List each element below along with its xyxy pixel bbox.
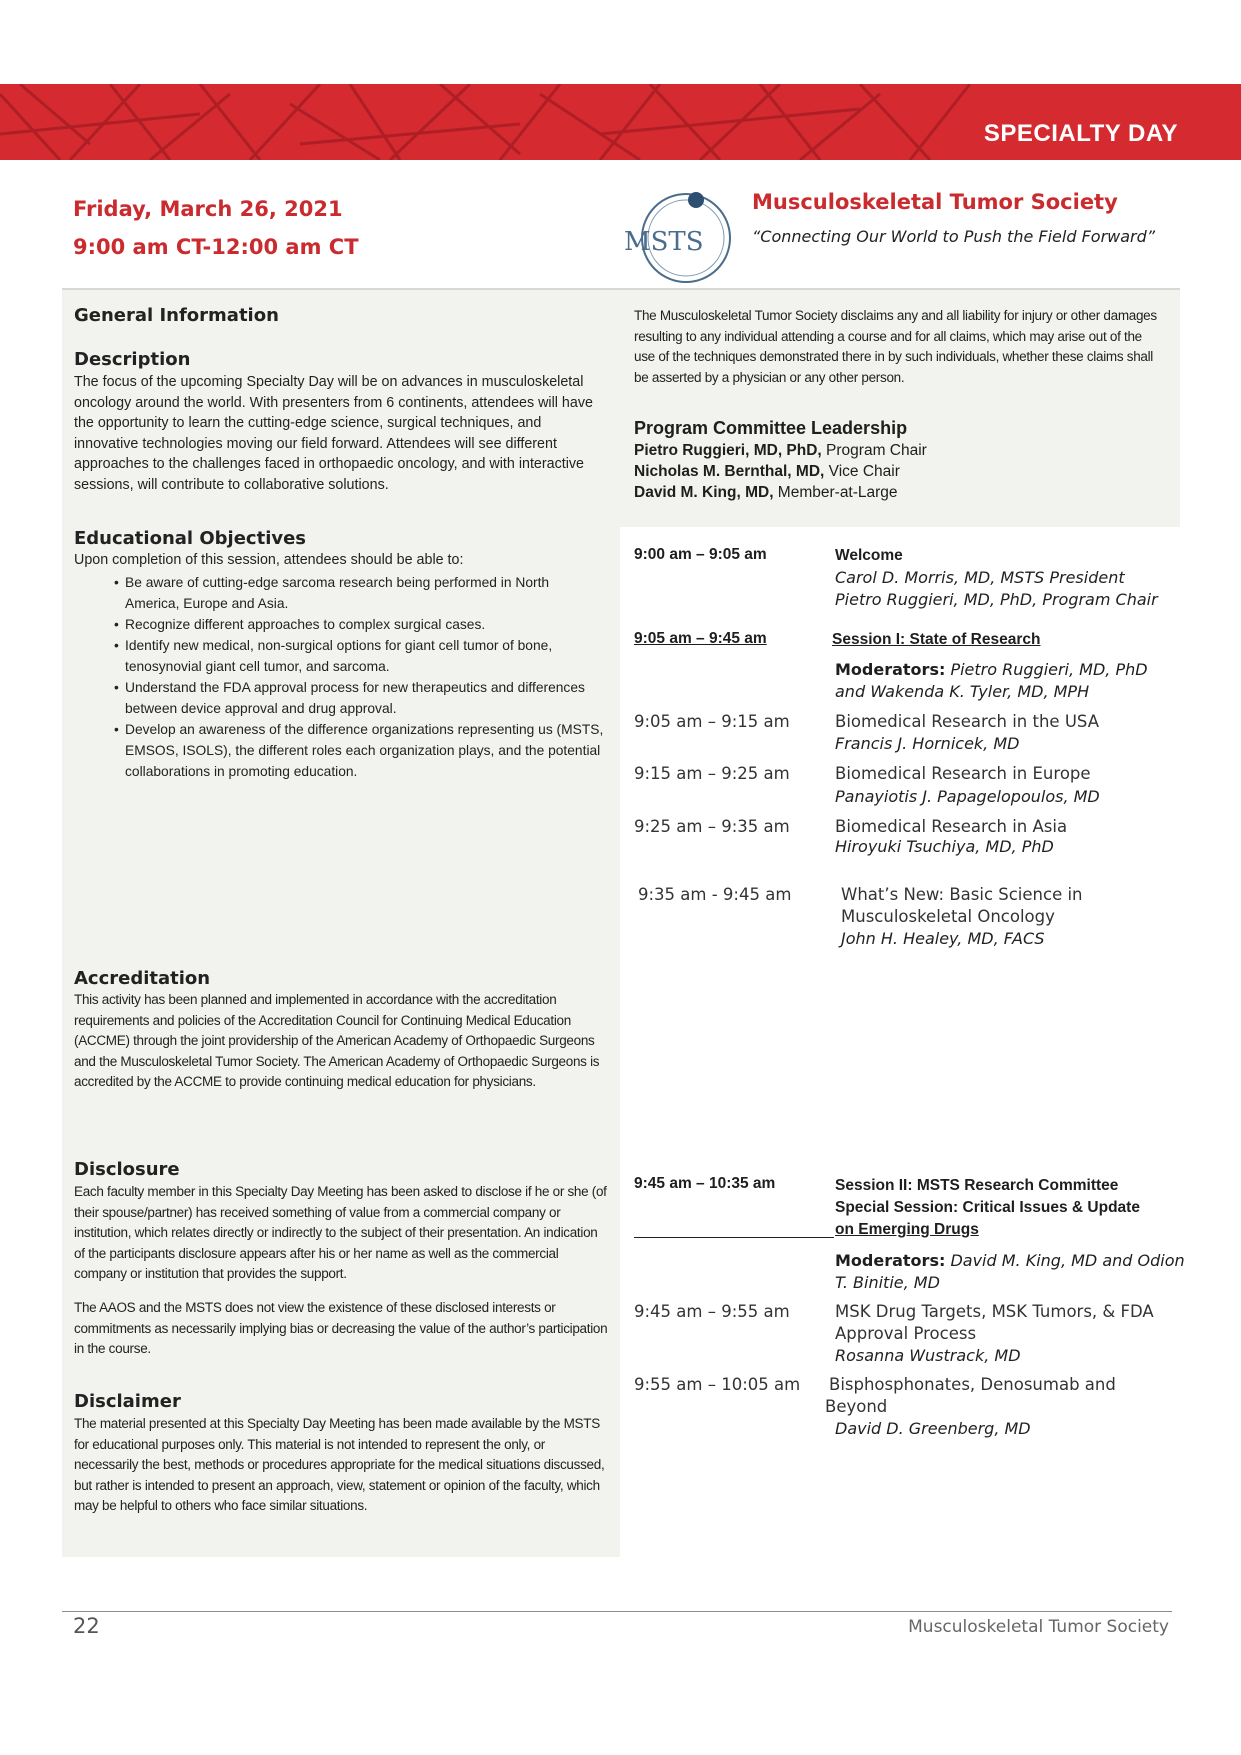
society-tagline: “Connecting Our World to Push the Field Forward” [752, 227, 1156, 246]
page-number: 22 [73, 1614, 100, 1638]
disclaimer-text: The material presented at this Specialty Day Meeting has been made available by the MSTS for educational purposes only. This material is not intended to represent the only, or necessarily the best, methods or procedures appropriate for the medical situations discussed, but rather is intended to present an approach, view, statement or opinion of the faculty, which may be helpful to others who face similar situations. [74, 1416, 605, 1513]
logo-dot [688, 192, 704, 208]
welcome-speaker: Pietro Ruggieri, MD, PhD, Program Chair [835, 590, 1158, 609]
liability-text: The Musculoskeletal Tumor Society disclaims any and all liability for injury or other damages resulting to any individual attending a course and for all claims, which may arise out of the use of the techniques demonstrated there in by such individuals, whether these claims shall be asserted by a physician or any other person. [634, 308, 1157, 385]
society-name: Musculoskeletal Tumor Society [752, 190, 1118, 214]
accreditation-text: This activity has been planned and implemented in accordance with the accreditation requirements and policies of the Accreditation Council for Continuing Medical Education (ACCME) through the joint providership of the American Academy of Orthopaedic Surgeons and the Musculoskeletal Tumor Society. The American Academy of Orthopaedic Surgeons is accredited by the ACCME to provide continuing medical education for physicians. [74, 992, 600, 1089]
session-2-moderators: Moderators: David M. King, MD and Odion [835, 1251, 1185, 1270]
session-2-underline [634, 1237, 834, 1238]
session-2-time: 9:45 am – 10:35 am [634, 1175, 776, 1192]
general-info-heading: General Information [74, 305, 279, 326]
talk-title: Biomedical Research in Europe [835, 764, 1091, 783]
top-banner [0, 84, 1241, 160]
talk-title: Biomedical Research in Asia [835, 817, 1068, 836]
objectives-heading: Educational Objectives [74, 528, 307, 549]
footer-divider [62, 1611, 1172, 1612]
description-text: The focus of the upcoming Specialty Day will be on advances in musculoskeletal oncology around the world. With presenters from 6 continents, attendees will have the opportunity to learn the cutting-edge science, surgical techniques, and innovative technologies moving our field forward. Attendees will see different approaches to the challenges faced in orthopaedic oncology, and with interactive sessions, will contribute to collaborative solutions. [74, 374, 593, 493]
welcome-title: Welcome [835, 547, 903, 564]
logo-text: MSTS [624, 227, 704, 257]
session-2-moderators-cont: T. Binitie, MD [835, 1273, 940, 1292]
disclosure-text-2: The AAOS and the MSTS does not view the existence of these disclosed interests or commitments as necessarily implying bias or decreasing the value of the author’s participation in the course. [74, 1300, 608, 1356]
disclosure-text-1: Each faculty member in this Specialty Day Meeting has been asked to disclose if he or she (of their spouse/partner) has received something of value from a commercial company or institution, which relates directly or indirectly to the subject of their presentation. An indication of the participants disclosure appears after his or her name as well as the commercial company or institution that provides the support. [74, 1184, 607, 1281]
talk-title-cont: Beyond [825, 1397, 888, 1416]
talk-speaker: John H. Healey, MD, FACS [841, 929, 1045, 948]
session-2-title-cont: on Emerging Drugs [835, 1221, 979, 1238]
objective-item: • Understand the FDA approval process for new therapeutics and differences between device approval and drug approval. [114, 677, 604, 719]
objectives-intro: Upon completion of this session, attendees should be able to: [74, 552, 464, 568]
talk-time: 9:25 am – 9:35 am [634, 817, 790, 836]
talk-title-cont: Musculoskeletal Oncology [841, 907, 1055, 926]
description-heading: Description [74, 349, 191, 370]
accreditation-heading: Accreditation [74, 968, 211, 989]
talk-speaker: Hiroyuki Tsuchiya, MD, PhD [835, 837, 1054, 856]
session-2-title-cont: Special Session: Critical Issues & Update [835, 1199, 1140, 1216]
committee-member: David M. King, MD, Member-at-Large [634, 484, 898, 501]
event-time: 9:00 am CT-12:00 am CT [73, 235, 359, 259]
session-1-moderators-cont: and Wakenda K. Tyler, MD, MPH [835, 682, 1090, 701]
talk-time: 9:45 am – 9:55 am [634, 1302, 790, 1321]
talk-speaker: Francis J. Hornicek, MD [835, 734, 1020, 753]
session-1-moderators: Moderators: Pietro Ruggieri, MD, PhD [835, 660, 1148, 679]
talk-title: What’s New: Basic Science in [841, 885, 1083, 904]
objective-item: • Develop an awareness of the difference organizations representing us (MSTS, EMSOS, ISOLS), the different roles each organization plays, and the potential collaborations in promoting education. [114, 719, 604, 782]
talk-time: 9:05 am – 9:15 am [634, 712, 790, 731]
specialty-day-label: SPECIALTY DAY [983, 120, 1178, 147]
objectives-list [114, 572, 604, 782]
session-2-title: Session II: MSTS Research Committee [835, 1177, 1119, 1194]
talk-speaker: Panayiotis J. Papagelopoulos, MD [835, 787, 1100, 806]
talk-title: Bisphosphonates, Denosumab and [829, 1375, 1116, 1394]
talk-title: Biomedical Research in the USA [835, 712, 1099, 731]
session-1-title: Session I: State of Research [832, 631, 1041, 648]
session-1-time: 9:05 am – 9:45 am [634, 630, 767, 647]
event-date: Friday, March 26, 2021 [73, 197, 343, 221]
event-date-block [73, 190, 359, 266]
talk-speaker: Rosanna Wustrack, MD [835, 1346, 1021, 1365]
objective-item: • Recognize different approaches to complex surgical cases. [114, 614, 604, 635]
disclaimer-heading: Disclaimer [74, 1391, 181, 1412]
talk-speaker: David D. Greenberg, MD [835, 1419, 1031, 1438]
disclosure-heading: Disclosure [74, 1159, 180, 1180]
committee-member: Pietro Ruggieri, MD, PhD, Program Chair [634, 442, 927, 459]
footer-organization: Musculoskeletal Tumor Society [908, 1617, 1169, 1637]
welcome-speaker: Carol D. Morris, MD, MSTS President [835, 568, 1125, 587]
committee-member: Nicholas M. Bernthal, MD, Vice Chair [634, 463, 900, 480]
talk-time: 9:15 am – 9:25 am [634, 764, 790, 783]
objective-item: • Be aware of cutting-edge sarcoma research being performed in North America, Europe and Asia. [114, 572, 604, 614]
objective-item: • Identify new medical, non-surgical options for giant cell tumor of bone, tenosynovial giant cell tumor, and sarcoma. [114, 635, 604, 677]
committee-heading: Program Committee Leadership [634, 418, 908, 438]
talk-time: 9:55 am – 10:05 am [634, 1375, 801, 1394]
welcome-time: 9:00 am – 9:05 am [634, 546, 767, 563]
talk-time: 9:35 am - 9:45 am [638, 885, 792, 904]
talk-title: MSK Drug Targets, MSK Tumors, & FDA [835, 1302, 1154, 1321]
msts-logo [620, 190, 740, 290]
talk-title-cont: Approval Process [835, 1324, 977, 1343]
